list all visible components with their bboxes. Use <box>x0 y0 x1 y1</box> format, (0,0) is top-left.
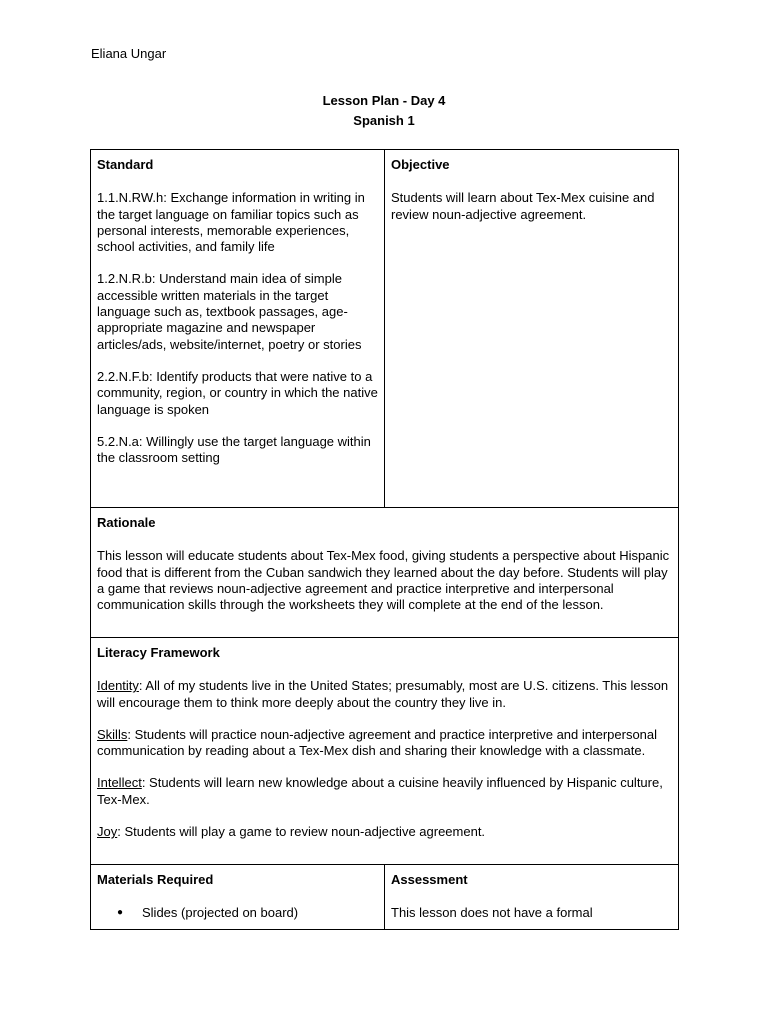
assessment-text: This lesson does not have a formal <box>391 905 593 921</box>
literacy-text: : Students will learn new knowledge about a cuisine heavily influenced by Hispanic culture, Tex-Mex. <box>97 775 663 807</box>
rationale-cell <box>91 508 679 638</box>
rationale-row <box>91 508 679 638</box>
rationale-text: This lesson will educate students about Tex-Mex food, giving students a perspective about Hispanic food that is different from the Cuban sandwich they learned about the day before. Students will play a game that reviews noun-adjective agreement and practice interpretive and interpersonal communication skills through the worksheets they will complete at the end of the lesson. <box>97 548 670 613</box>
literacy-item-intellect <box>97 775 672 808</box>
document-subtitle: Spanish 1 <box>353 113 415 128</box>
materials-list-item: ● Slides (projected on board) <box>117 905 378 921</box>
objective-heading: Objective <box>391 157 450 172</box>
literacy-heading: Literacy Framework <box>97 645 220 660</box>
literacy-label: Skills <box>97 726 128 742</box>
objective-text: Students will learn about Tex-Mex cuisine and review noun-adjective agreement. <box>391 190 655 222</box>
materials-assessment-row <box>91 865 679 930</box>
standard-objective-row <box>91 150 679 508</box>
assessment-heading: Assessment <box>391 872 468 887</box>
lesson-plan-table <box>90 149 679 930</box>
rationale-heading: Rationale <box>97 515 156 530</box>
literacy-label: Joy <box>97 824 118 840</box>
literacy-item-joy <box>97 824 672 840</box>
standard-item: 2.2.N.F.b: Identify products that were native to a community, region, or country in which the native language is spoken <box>97 368 378 417</box>
standard-item: 1.2.N.R.b: Understand main idea of simple accessible written materials in the target language such as, textbook passages, age-appropriate magazine and newspaper articles/ads, website/internet, poetry or stories <box>97 271 362 352</box>
literacy-text: : All of my students live in the United States; presumably, most are U.S. citizens. This lesson will encourage them to think more deeply about the country they live in. <box>97 678 669 710</box>
materials-cell <box>91 865 385 930</box>
literacy-text: : Students will practice noun-adjective agreement and practice interpretive and interpersonal communication by reading about a Tex-Mex dish and sharing their knowledge with a classmate. <box>97 726 658 759</box>
standard-cell <box>91 150 385 508</box>
materials-list <box>97 905 378 921</box>
objective-cell <box>385 150 679 508</box>
document-title: Lesson Plan - Day 4 <box>322 93 446 108</box>
literacy-label: Identity <box>97 678 139 694</box>
standard-item: 1.1.N.RW.h: Exchange information in writing in the target language on familiar topics such as personal interests, memorable experiences, school activities, and family life <box>97 190 365 255</box>
assessment-cell <box>385 865 679 930</box>
literacy-item-identity <box>97 678 672 711</box>
literacy-cell <box>91 638 679 865</box>
standard-heading: Standard <box>97 157 154 172</box>
literacy-label: Intellect <box>97 775 142 791</box>
materials-heading: Materials Required <box>97 872 214 887</box>
literacy-item-skills <box>97 727 672 760</box>
literacy-text: : Students will play a game to review noun-adjective agreement. <box>117 824 486 840</box>
standard-item: 5.2.N.a: Willingly use the target language within the classroom setting <box>97 433 371 466</box>
author-name: Eliana Ungar <box>91 46 167 61</box>
literacy-row <box>91 638 679 865</box>
